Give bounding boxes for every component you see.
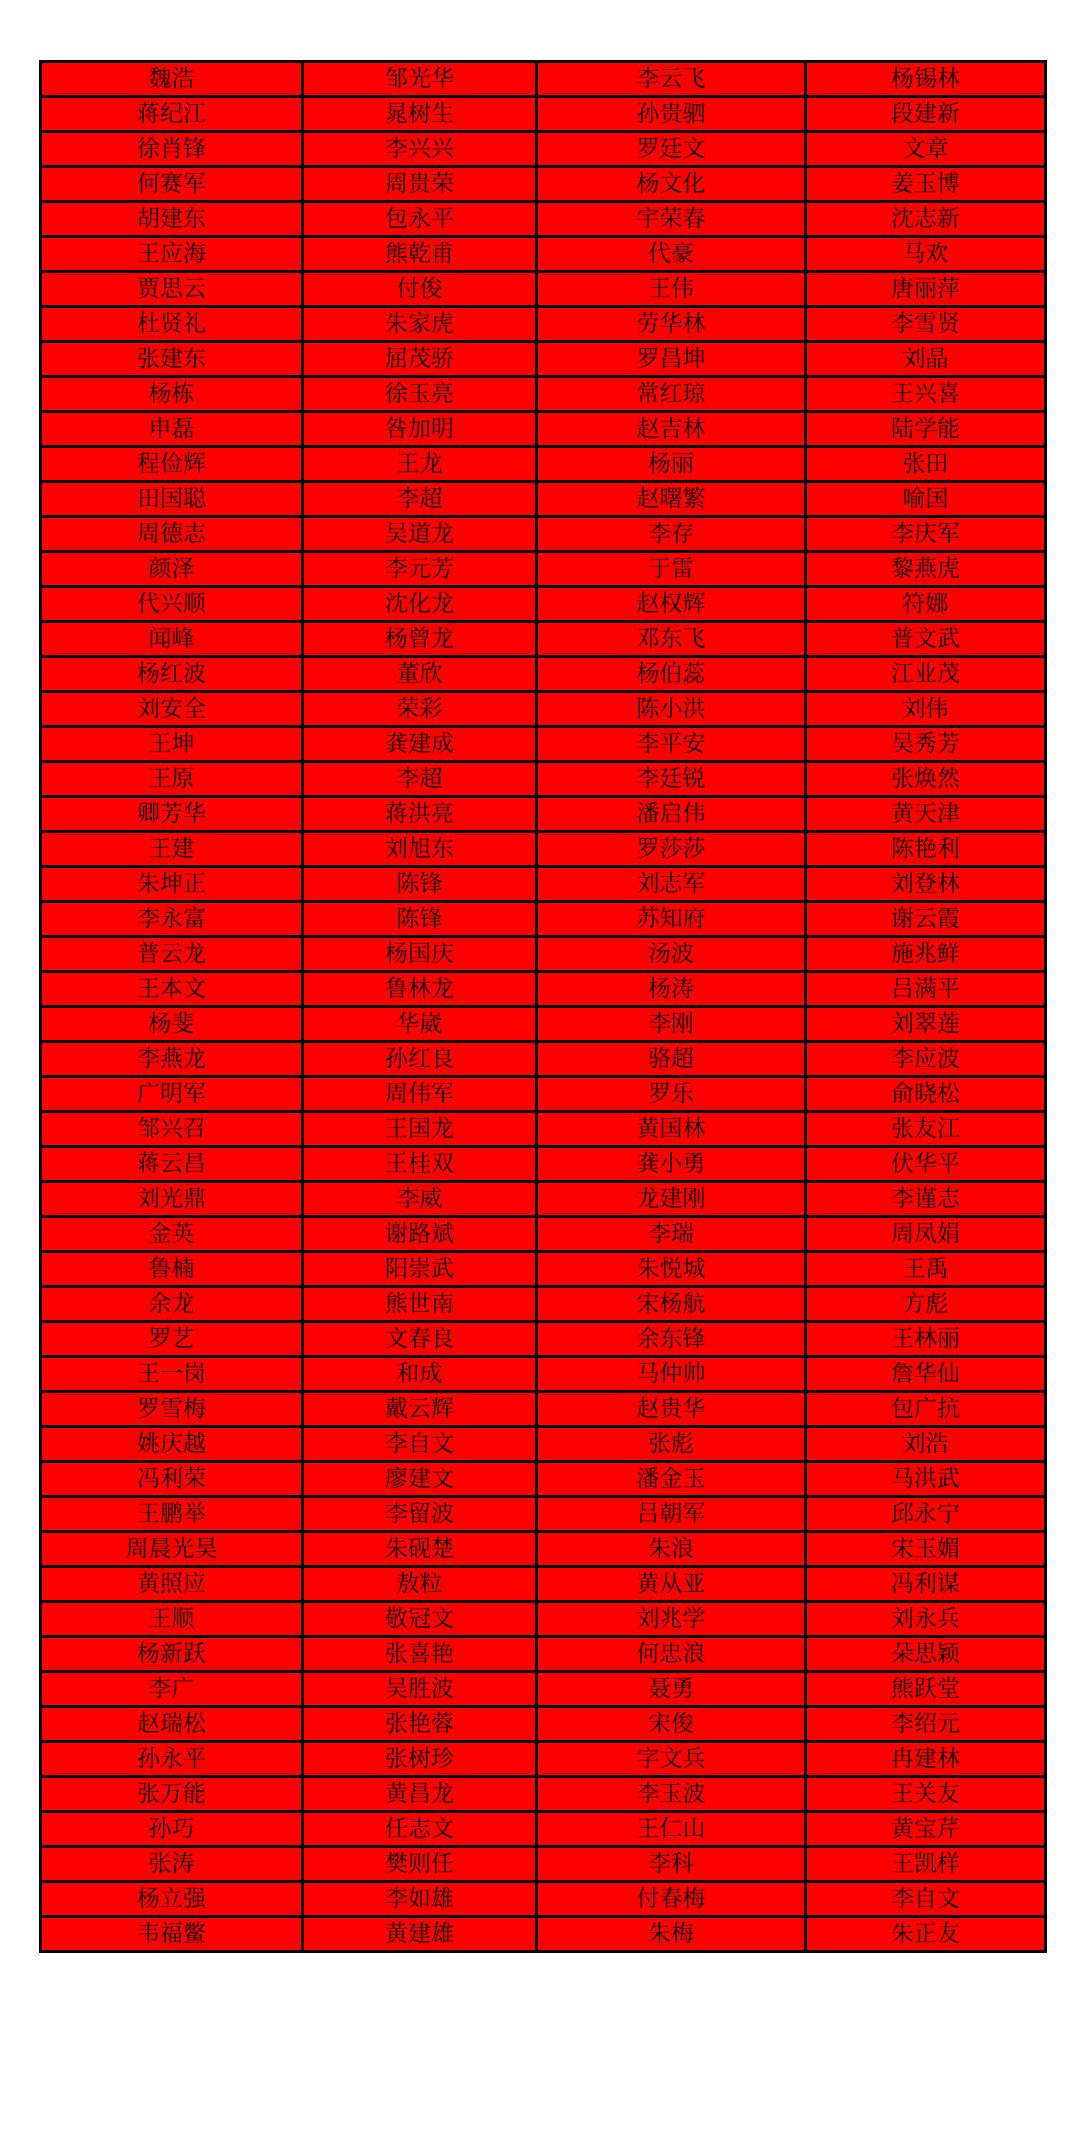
name-cell: 王本文 (41, 972, 303, 1007)
name-cell: 谢云霞 (806, 902, 1046, 937)
name-cell: 文章 (806, 132, 1046, 167)
name-cell: 朵思颖 (806, 1637, 1046, 1672)
table-row (41, 132, 1046, 167)
name-cell: 刘志军 (537, 867, 806, 902)
name-cell: 金英 (41, 1217, 303, 1252)
name-cell: 杨栋 (41, 377, 303, 412)
name-cell: 黄建雄 (303, 1917, 537, 1952)
name-cell: 邹光华 (303, 62, 537, 97)
name-cell: 张涛 (41, 1847, 303, 1882)
name-cell: 字文兵 (537, 1742, 806, 1777)
name-cell: 刘旭东 (303, 832, 537, 867)
name-cell: 李科 (537, 1847, 806, 1882)
name-cell: 刘登林 (806, 867, 1046, 902)
name-cell: 罗莎莎 (537, 832, 806, 867)
name-cell: 徐肖锋 (41, 132, 303, 167)
table-row (41, 1042, 1046, 1077)
table-row (41, 1357, 1046, 1392)
name-cell: 包永平 (303, 202, 537, 237)
table-row (41, 272, 1046, 307)
name-cell: 符娜 (806, 587, 1046, 622)
name-cell: 杨文化 (537, 167, 806, 202)
name-cell: 刘翠莲 (806, 1007, 1046, 1042)
name-cell: 张焕然 (806, 762, 1046, 797)
name-cell: 杨国庆 (303, 937, 537, 972)
name-cell: 刘浩 (806, 1427, 1046, 1462)
name-cell: 刘兆学 (537, 1602, 806, 1637)
name-cell: 孙永平 (41, 1742, 303, 1777)
name-cell: 李廷锐 (537, 762, 806, 797)
table-row (41, 1672, 1046, 1707)
table-row (41, 1252, 1046, 1287)
name-cell: 付春梅 (537, 1882, 806, 1917)
name-cell: 唐丽萍 (806, 272, 1046, 307)
name-cell: 潘启伟 (537, 797, 806, 832)
name-cell: 张建东 (41, 342, 303, 377)
name-cell: 何忠浪 (537, 1637, 806, 1672)
name-cell: 聂勇 (537, 1672, 806, 1707)
name-cell: 徐玉亮 (303, 377, 537, 412)
name-cell: 罗艺 (41, 1322, 303, 1357)
name-cell: 敖粒 (303, 1567, 537, 1602)
name-cell: 阳崇武 (303, 1252, 537, 1287)
name-cell: 李瑞 (537, 1217, 806, 1252)
name-cell: 李云飞 (537, 62, 806, 97)
name-cell: 李绍元 (806, 1707, 1046, 1742)
name-cell: 杨曾龙 (303, 622, 537, 657)
name-cell: 于雷 (537, 552, 806, 587)
name-cell: 李玉波 (537, 1777, 806, 1812)
name-cell: 王禹 (806, 1252, 1046, 1287)
name-cell: 陈艳利 (806, 832, 1046, 867)
name-cell: 张田 (806, 447, 1046, 482)
name-cell: 李如雄 (303, 1882, 537, 1917)
name-cell: 孙巧 (41, 1812, 303, 1847)
name-cell: 詹华仙 (806, 1357, 1046, 1392)
table-row (41, 1112, 1046, 1147)
name-cell: 杨新跃 (41, 1637, 303, 1672)
name-cell: 李兴兴 (303, 132, 537, 167)
name-cell: 和成 (303, 1357, 537, 1392)
table-row (41, 622, 1046, 657)
name-cell: 余东锋 (537, 1322, 806, 1357)
name-cell: 鲁楠 (41, 1252, 303, 1287)
name-cell: 熊跃堂 (806, 1672, 1046, 1707)
name-cell: 李超 (303, 762, 537, 797)
name-cell: 王龙 (303, 447, 537, 482)
name-cell: 李威 (303, 1182, 537, 1217)
name-cell: 韦福鳖 (41, 1917, 303, 1952)
name-cell: 王鹏举 (41, 1497, 303, 1532)
table-row (41, 1287, 1046, 1322)
name-cell: 喻国 (806, 482, 1046, 517)
name-cell: 宋俊 (537, 1707, 806, 1742)
name-cell: 朱梅 (537, 1917, 806, 1952)
table-row (41, 377, 1046, 412)
name-cell: 刘晶 (806, 342, 1046, 377)
name-cell: 包广抗 (806, 1392, 1046, 1427)
name-cell: 朱坤正 (41, 867, 303, 902)
name-cell: 荣彩 (303, 692, 537, 727)
name-cell: 李刚 (537, 1007, 806, 1042)
name-cell: 赵权辉 (537, 587, 806, 622)
name-cell: 苏知府 (537, 902, 806, 937)
name-cell: 华崴 (303, 1007, 537, 1042)
name-cell: 赵吉林 (537, 412, 806, 447)
name-cell: 龚小勇 (537, 1147, 806, 1182)
name-cell: 王建 (41, 832, 303, 867)
name-cell: 黄国林 (537, 1112, 806, 1147)
table-row (41, 1917, 1046, 1952)
name-cell: 姚庆越 (41, 1427, 303, 1462)
table-row (41, 342, 1046, 377)
name-cell: 杜贤礼 (41, 307, 303, 342)
name-cell: 王桂双 (303, 1147, 537, 1182)
name-cell: 张艳蓉 (303, 1707, 537, 1742)
name-cell: 王原 (41, 762, 303, 797)
name-cell: 周德志 (41, 517, 303, 552)
name-cell: 邓东飞 (537, 622, 806, 657)
name-cell: 廖建文 (303, 1462, 537, 1497)
name-cell: 吴胜波 (303, 1672, 537, 1707)
name-cell: 闻峰 (41, 622, 303, 657)
name-cell: 付俊 (303, 272, 537, 307)
name-cell: 冯利荣 (41, 1462, 303, 1497)
name-cell: 陆学能 (806, 412, 1046, 447)
name-cell: 邱永宁 (806, 1497, 1046, 1532)
name-cell: 王林丽 (806, 1322, 1046, 1357)
name-cell: 朱家虎 (303, 307, 537, 342)
name-cell: 余龙 (41, 1287, 303, 1322)
name-cell: 常红琼 (537, 377, 806, 412)
name-cell: 蒋洪亮 (303, 797, 537, 832)
name-cell: 王伟 (537, 272, 806, 307)
table-row (41, 902, 1046, 937)
name-cell: 王兴喜 (806, 377, 1046, 412)
name-cell: 沈志新 (806, 202, 1046, 237)
table-row (41, 1707, 1046, 1742)
name-cell: 王凯样 (806, 1847, 1046, 1882)
name-cell: 黄昌龙 (303, 1777, 537, 1812)
name-cell: 蒋纪江 (41, 97, 303, 132)
name-cell: 黄天津 (806, 797, 1046, 832)
name-cell: 冉建林 (806, 1742, 1046, 1777)
table-row (41, 1007, 1046, 1042)
table-row (41, 1392, 1046, 1427)
name-cell: 伏华平 (806, 1147, 1046, 1182)
name-cell: 张喜艳 (303, 1637, 537, 1672)
name-cell: 陈小洪 (537, 692, 806, 727)
name-cell: 张彪 (537, 1427, 806, 1462)
name-cell: 邹兴召 (41, 1112, 303, 1147)
table-row (41, 762, 1046, 797)
name-cell: 杨斐 (41, 1007, 303, 1042)
table-row (41, 1567, 1046, 1602)
name-cell: 戴云辉 (303, 1392, 537, 1427)
name-cell: 陈锋 (303, 867, 537, 902)
name-cell: 文春良 (303, 1322, 537, 1357)
table-row (41, 657, 1046, 692)
table-row (41, 517, 1046, 552)
name-cell: 罗廷文 (537, 132, 806, 167)
name-cell: 马洪武 (806, 1462, 1046, 1497)
table-row (41, 832, 1046, 867)
table-row (41, 1217, 1046, 1252)
name-cell: 朱正友 (806, 1917, 1046, 1952)
table-row (41, 307, 1046, 342)
name-cell: 王应海 (41, 237, 303, 272)
name-table-body (41, 62, 1046, 1952)
name-cell: 黄照应 (41, 1567, 303, 1602)
name-cell: 方彪 (806, 1287, 1046, 1322)
table-row (41, 1602, 1046, 1637)
name-cell: 李元芳 (303, 552, 537, 587)
table-row (41, 972, 1046, 1007)
name-cell: 王坤 (41, 727, 303, 762)
name-cell: 吴道龙 (303, 517, 537, 552)
name-cell: 杨锡林 (806, 62, 1046, 97)
name-cell: 普文武 (806, 622, 1046, 657)
name-cell: 朱砚楚 (303, 1532, 537, 1567)
name-cell: 俞晓松 (806, 1077, 1046, 1112)
name-cell: 龙建刚 (537, 1182, 806, 1217)
name-cell: 江业茂 (806, 657, 1046, 692)
name-cell: 罗雪梅 (41, 1392, 303, 1427)
name-cell: 胡建东 (41, 202, 303, 237)
name-cell: 鲁林龙 (303, 972, 537, 1007)
name-cell: 熊乾甫 (303, 237, 537, 272)
name-cell: 刘永兵 (806, 1602, 1046, 1637)
name-cell: 段建新 (806, 97, 1046, 132)
name-cell: 何赛军 (41, 167, 303, 202)
table-row (41, 447, 1046, 482)
name-cell: 李自文 (806, 1882, 1046, 1917)
name-cell: 申磊 (41, 412, 303, 447)
name-cell: 冯利谋 (806, 1567, 1046, 1602)
name-cell: 朱悦城 (537, 1252, 806, 1287)
table-row (41, 1882, 1046, 1917)
name-cell: 宋杨航 (537, 1287, 806, 1322)
name-cell: 朱浪 (537, 1532, 806, 1567)
name-cell: 汤波 (537, 937, 806, 972)
name-cell: 吕朝军 (537, 1497, 806, 1532)
table-row (41, 552, 1046, 587)
name-cell: 赵曙繁 (537, 482, 806, 517)
name-cell: 敬冠文 (303, 1602, 537, 1637)
name-cell: 蒋云昌 (41, 1147, 303, 1182)
table-row (41, 1637, 1046, 1672)
name-cell: 周贵荣 (303, 167, 537, 202)
name-cell: 孙红良 (303, 1042, 537, 1077)
name-cell: 王仁山 (537, 1812, 806, 1847)
table-row (41, 237, 1046, 272)
name-table (39, 60, 1047, 1953)
table-row (41, 1427, 1046, 1462)
name-cell: 黎燕虎 (806, 552, 1046, 587)
name-cell: 黄宝芹 (806, 1812, 1046, 1847)
name-cell: 杨丽 (537, 447, 806, 482)
name-cell: 李燕龙 (41, 1042, 303, 1077)
name-cell: 施兆鲜 (806, 937, 1046, 972)
table-row (41, 1077, 1046, 1112)
table-row (41, 482, 1046, 517)
name-cell: 周伟军 (303, 1077, 537, 1112)
name-cell: 马仲帅 (537, 1357, 806, 1392)
name-cell: 普云龙 (41, 937, 303, 972)
name-cell: 骆超 (537, 1042, 806, 1077)
name-cell: 王关友 (806, 1777, 1046, 1812)
table-row (41, 97, 1046, 132)
name-cell: 李自文 (303, 1427, 537, 1462)
name-cell: 吴秀芳 (806, 727, 1046, 762)
name-cell: 屈茂骄 (303, 342, 537, 377)
name-cell: 杨立强 (41, 1882, 303, 1917)
table-row (41, 62, 1046, 97)
table-row (41, 937, 1046, 972)
table-row (41, 1812, 1046, 1847)
name-cell: 李留波 (303, 1497, 537, 1532)
name-cell: 李应波 (806, 1042, 1046, 1077)
name-cell: 黄从亚 (537, 1567, 806, 1602)
name-cell: 贾思云 (41, 272, 303, 307)
name-cell: 张万能 (41, 1777, 303, 1812)
table-row (41, 202, 1046, 237)
name-cell: 李广 (41, 1672, 303, 1707)
name-cell: 咎加明 (303, 412, 537, 447)
name-cell: 姜玉博 (806, 167, 1046, 202)
name-cell: 田国聪 (41, 482, 303, 517)
name-cell: 孙贵驷 (537, 97, 806, 132)
name-cell: 李雪贤 (806, 307, 1046, 342)
name-cell: 卿芳华 (41, 797, 303, 832)
name-cell: 赵瑞松 (41, 1707, 303, 1742)
table-row (41, 412, 1046, 447)
table-row (41, 1497, 1046, 1532)
table-row (41, 692, 1046, 727)
name-cell: 程俭辉 (41, 447, 303, 482)
name-cell: 刘伟 (806, 692, 1046, 727)
name-cell: 马欢 (806, 237, 1046, 272)
name-cell: 樊则任 (303, 1847, 537, 1882)
name-cell: 李平安 (537, 727, 806, 762)
name-cell: 李超 (303, 482, 537, 517)
table-row (41, 1182, 1046, 1217)
table-row (41, 587, 1046, 622)
table-row (41, 167, 1046, 202)
name-cell: 王国龙 (303, 1112, 537, 1147)
name-cell: 杨伯蕊 (537, 657, 806, 692)
name-cell: 张友江 (806, 1112, 1046, 1147)
name-cell: 陈锋 (303, 902, 537, 937)
name-cell: 广明军 (41, 1077, 303, 1112)
name-cell: 罗昌坤 (537, 342, 806, 377)
name-cell: 李庆军 (806, 517, 1046, 552)
name-cell: 李永富 (41, 902, 303, 937)
table-row (41, 1847, 1046, 1882)
name-cell: 周晨光昊 (41, 1532, 303, 1567)
table-row (41, 727, 1046, 762)
name-cell: 代豪 (537, 237, 806, 272)
name-cell: 刘光鼎 (41, 1182, 303, 1217)
name-cell: 宇荣春 (537, 202, 806, 237)
name-cell: 李谨志 (806, 1182, 1046, 1217)
table-row (41, 1742, 1046, 1777)
name-cell: 李存 (537, 517, 806, 552)
name-cell: 刘安全 (41, 692, 303, 727)
table-row (41, 797, 1046, 832)
name-cell: 罗乐 (537, 1077, 806, 1112)
name-cell: 王一岗 (41, 1357, 303, 1392)
name-cell: 龚建成 (303, 727, 537, 762)
name-cell: 杨红波 (41, 657, 303, 692)
table-row (41, 867, 1046, 902)
name-cell: 魏浩 (41, 62, 303, 97)
table-row (41, 1322, 1046, 1357)
name-cell: 劳华林 (537, 307, 806, 342)
table-row (41, 1462, 1046, 1497)
name-cell: 王顺 (41, 1602, 303, 1637)
table-row (41, 1532, 1046, 1567)
name-cell: 宋玉媚 (806, 1532, 1046, 1567)
table-row (41, 1147, 1046, 1182)
name-cell: 吕满平 (806, 972, 1046, 1007)
name-cell: 谢路斌 (303, 1217, 537, 1252)
name-cell: 潘金玉 (537, 1462, 806, 1497)
table-row (41, 1777, 1046, 1812)
name-cell: 熊世南 (303, 1287, 537, 1322)
name-cell: 周凤娟 (806, 1217, 1046, 1252)
name-cell: 沈化龙 (303, 587, 537, 622)
name-cell: 晁树生 (303, 97, 537, 132)
name-cell: 赵贵华 (537, 1392, 806, 1427)
name-cell: 董欣 (303, 657, 537, 692)
name-cell: 代兴顺 (41, 587, 303, 622)
name-cell: 杨涛 (537, 972, 806, 1007)
name-cell: 颜泽 (41, 552, 303, 587)
name-cell: 任志文 (303, 1812, 537, 1847)
name-cell: 张树珍 (303, 1742, 537, 1777)
